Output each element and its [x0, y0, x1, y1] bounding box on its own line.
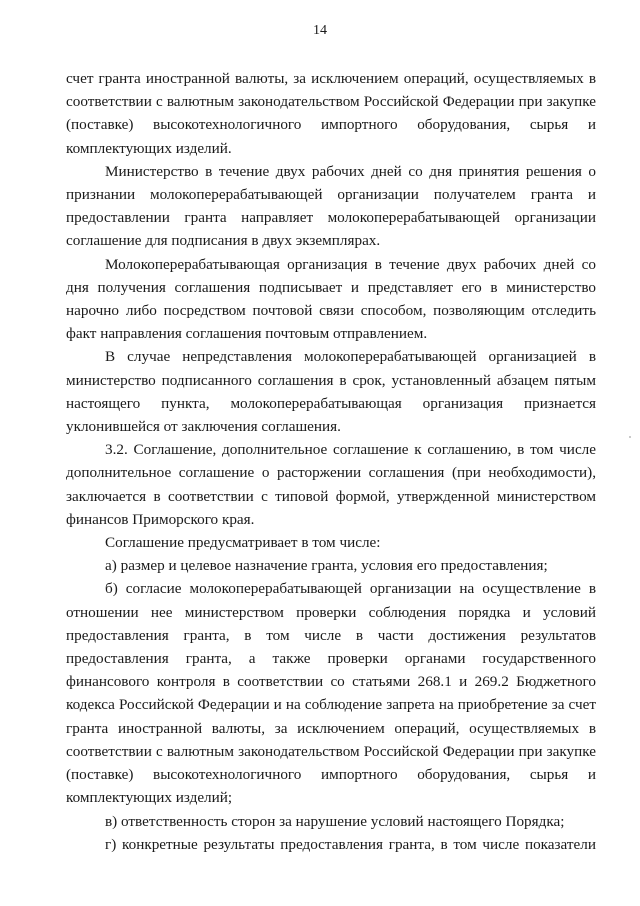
- list-item-a: а) размер и целевое назначение гранта, условия его предоставления;: [105, 557, 548, 575]
- list-item-g: г) конкретные результаты предоставления гранта, в том числе показатели: [105, 835, 596, 853]
- paragraph-section-3-2: 3.2. Соглашение, дополнительное соглашение к соглашению, в том числе дополнительное соглашение о расторжении соглашения (при необходимости), заключается в соответствии с типовой формой, утвержденной министерством финансов Приморского края.: [66, 441, 596, 528]
- paragraph-agreement-provides: Соглашение предусматривает в том числе:: [105, 534, 381, 552]
- paragraph-organization-signs-agreement: Молокоперерабатывающая организация в течение двух рабочих дней со дня получения соглашения подписывает и представляет его в министерство нарочно либо посредством почтовой связи способом, позволяющим отследить факт направления соглашения почтовым отправлением.: [66, 255, 596, 343]
- paragraph-continuation: счет гранта иностранной валюты, за исключением операций, осуществляемых в соответствии с валютным законодательством Российской Федерации при закупке (поставке) высокотехнологичного импортного оборудования, сырья и комплектующих изделий.: [66, 70, 596, 157]
- list-item-v: в) ответственность сторон за нарушение условий настоящего Порядка;: [105, 812, 565, 830]
- paragraph-ministry-sends-agreement: Министерство в течение двух рабочих дней со дня принятия решения о признании молокоперерабатывающей организации получателем гранта и предоставлении гранта направляет молокоперерабатывающей организации соглашение для подписания в двух экземплярах.: [66, 162, 596, 250]
- paragraph-failure-to-submit: В случае непредставления молокоперерабатывающей организацией в министерство подписанного соглашения в срок, установленный абзацем пятым настоящего пункта, молокоперерабатывающая организация признается уклонившейся от заключения соглашения.: [66, 348, 596, 436]
- scan-speck: [629, 436, 631, 438]
- page-number: 14: [313, 23, 327, 38]
- list-item-b: б) согласие молокоперерабатывающей организации на осуществление в отношении нее министерством проверки соблюдения порядка и условий предоставления гранта, в том числе в части достижения результатов предоставления гранта, а также проверки органами государственного финансового контроля в соответствии со статьями 268.1 и 269.2 Бюджетного кодекса Российской Федерации и на соблюдение запрета на приобретение за счет гранта иностранной валюты, за исключением операций, осуществляемых в соответствии с валютным законодательством Российской Федерации при закупке (поставке) высокотехнологичного импортного оборудования, сырья и комплектующих изделий;: [66, 580, 596, 807]
- document-body: [66, 67, 596, 856]
